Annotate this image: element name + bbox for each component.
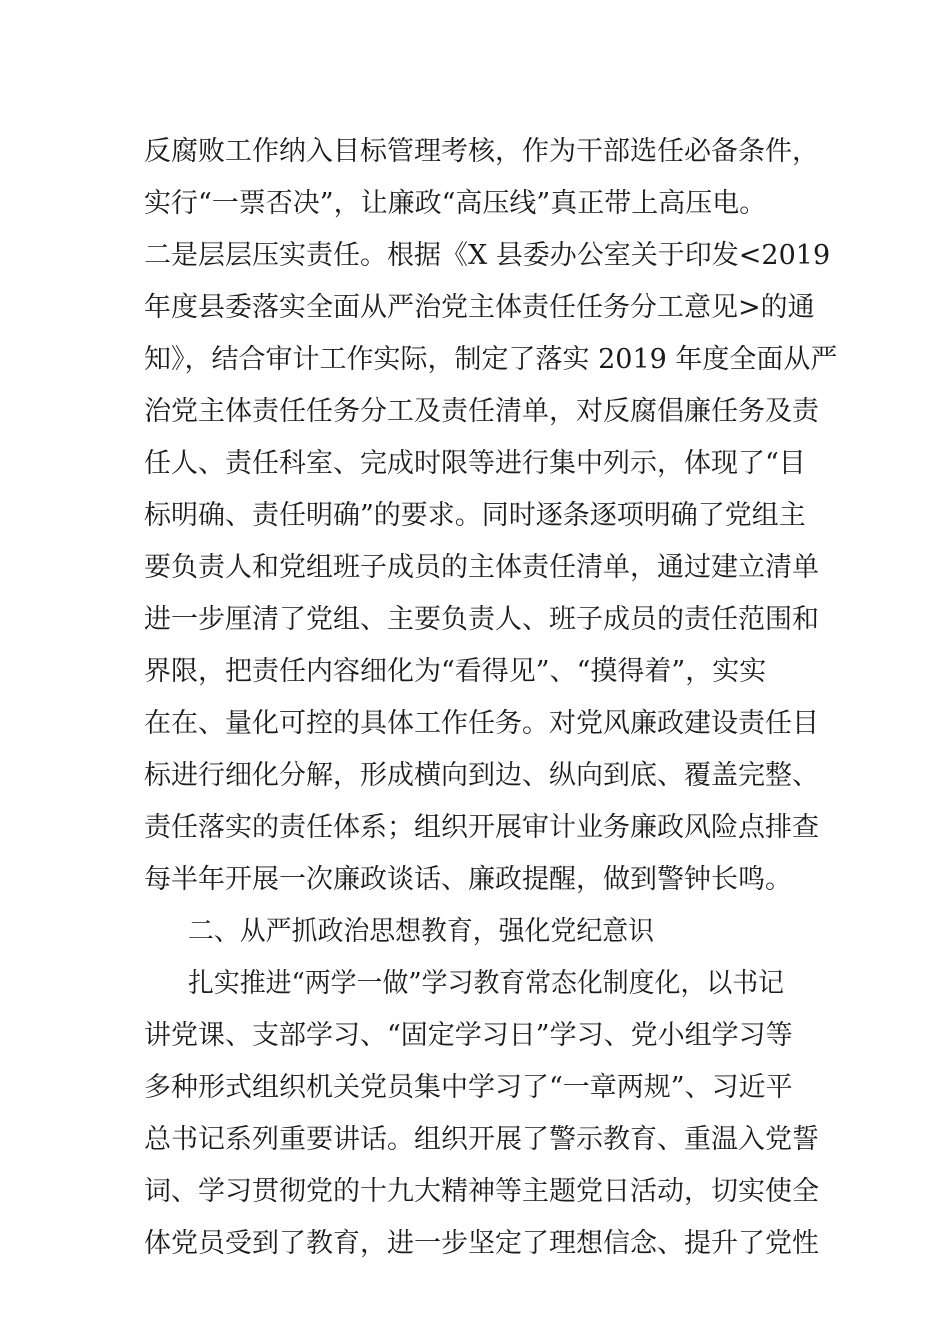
paragraph-line: 标明确、责任明确”的要求。同时逐条逐项明确了党组主 bbox=[144, 500, 806, 531]
paragraph-line: 每半年开展一次廉政谈话、廉政提醒，做到警钟长鸣。 bbox=[144, 864, 792, 895]
paragraph-line: 讲党课、支部学习、“固定学习日”学习、党小组学习等 bbox=[144, 1020, 793, 1051]
paragraph-line: 年度县委落实全面从严治党主体责任任务分工意见>的通 bbox=[144, 292, 815, 323]
paragraph-line: 体党员受到了教育，进一步坚定了理想信念、提升了党性 bbox=[144, 1228, 819, 1259]
paragraph-line: 在在、量化可控的具体工作任务。对党风廉政建设责任目 bbox=[144, 708, 819, 739]
section-heading: 二、从严抓政治思想教育，强化党纪意识 bbox=[188, 916, 654, 947]
paragraph-line: 实行“一票否决”，让廉政“高压线”真正带上高压电。 bbox=[144, 188, 767, 219]
paragraph-line: 标进行细化分解，形成横向到边、纵向到底、覆盖完整、 bbox=[144, 760, 819, 791]
paragraph-line: 界限，把责任内容细化为“看得见”、“摸得着”，实实 bbox=[144, 656, 767, 687]
paragraph-line: 词、学习贯彻党的十九大精神等主题党日活动，切实使全 bbox=[144, 1176, 819, 1207]
paragraph-line: 治党主体责任任务分工及责任清单，对反腐倡廉任务及责 bbox=[144, 396, 819, 427]
paragraph-first-line: 扎实推进“两学一做”学习教育常态化制度化，以书记 bbox=[188, 968, 784, 999]
paragraph-line: 责任落实的责任体系；组织开展审计业务廉政风险点排查 bbox=[144, 812, 819, 843]
paragraph-line: 要负责人和党组班子成员的主体责任清单，通过建立清单 bbox=[144, 552, 819, 583]
paragraph-line: 多种形式组织机关党员集中学习了“一章两规”、习近平 bbox=[144, 1072, 793, 1103]
paragraph-line: 总书记系列重要讲话。组织开展了警示教育、重温入党誓 bbox=[144, 1124, 819, 1155]
paragraph-line: 任人、责任科室、完成时限等进行集中列示，体现了“目 bbox=[144, 448, 806, 479]
paragraph-line: 反腐败工作纳入目标管理考核，作为干部选任必备条件， bbox=[144, 136, 819, 167]
paragraph-line: 知》，结合审计工作实际，制定了落实 2019 年度全面从严 bbox=[144, 344, 838, 375]
paragraph-line: 二是层层压实责任。根据《X 县委办公室关于印发<2019 bbox=[144, 240, 831, 271]
paragraph-line: 进一步厘清了党组、主要负责人、班子成员的责任范围和 bbox=[144, 604, 819, 635]
